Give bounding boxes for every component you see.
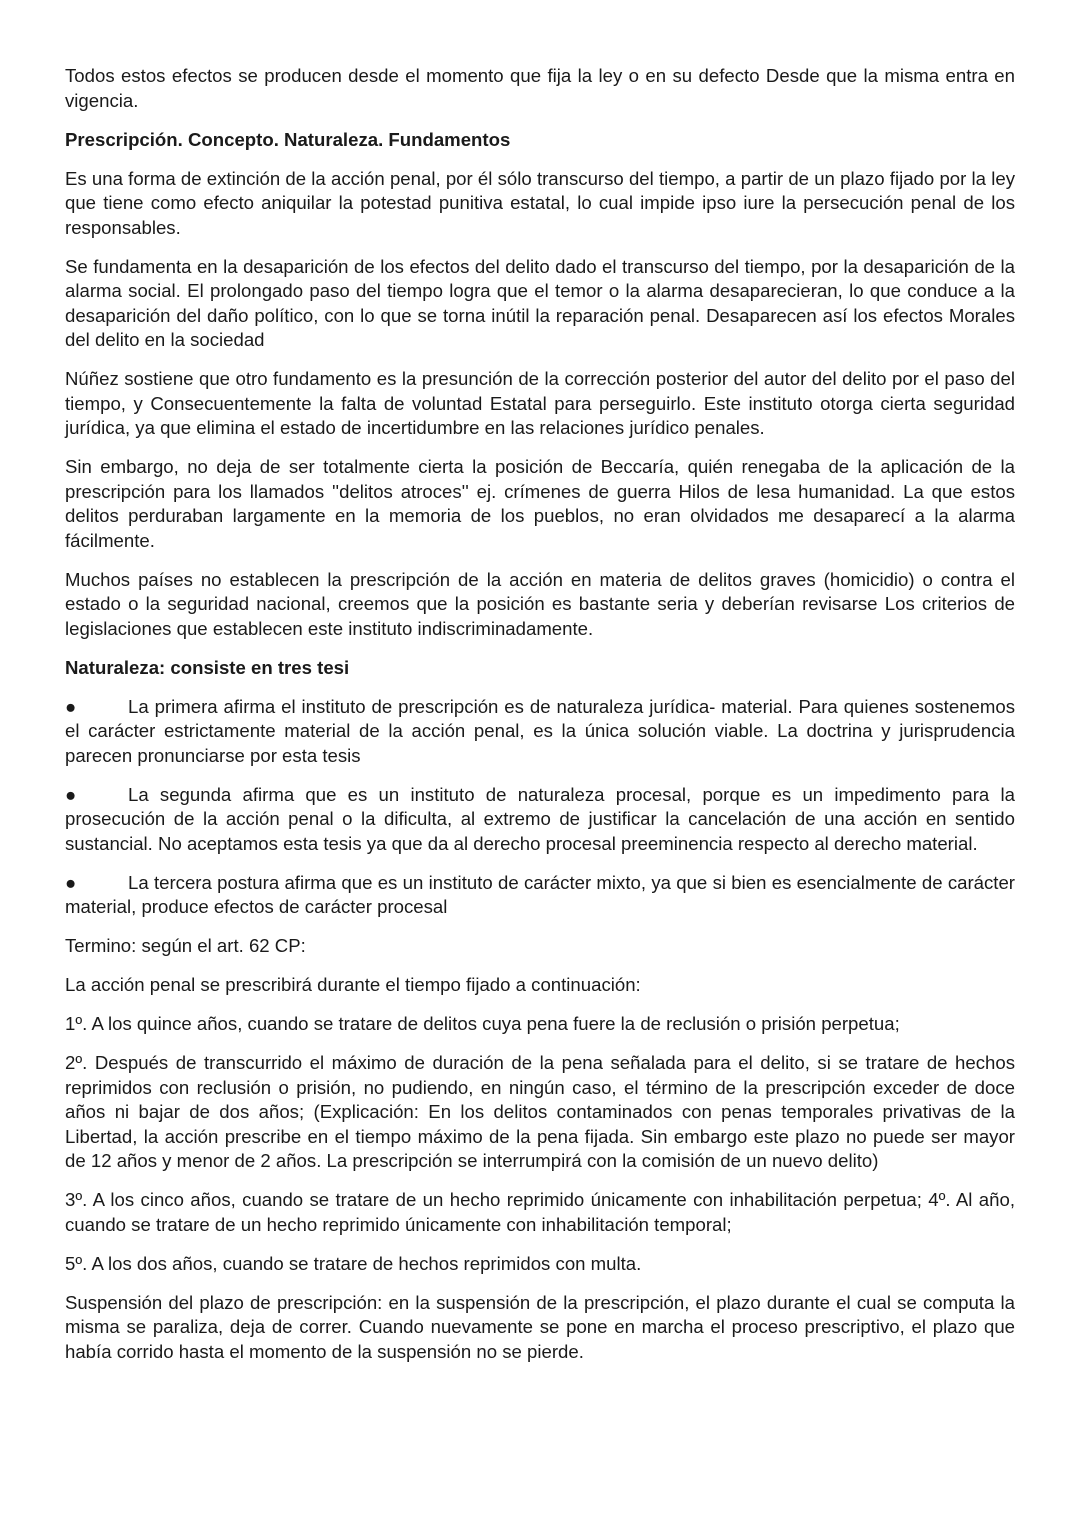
bullet-item-material xyxy=(65,695,1015,769)
paragraph-inciso-3-4: 3º. A los cinco años, cuando se tratare de un hecho reprimido únicamente con inhabilitación perpetua; 4º. Al año, cuando se tratare de un hecho reprimido únicamente con inhabilitación temporal; xyxy=(65,1189,1015,1235)
bullet-icon: ● xyxy=(65,783,77,805)
bullet-text: La segunda afirma que es un instituto de naturaleza procesal, porque es un impedimento para la prosecución de la acción penal o la dificulta, al extremo de justificar la cancelación de una acción en sentido sustancial. No aceptamos esta tesis ya que da al derecho procesal preeminencia respecto al derecho material. xyxy=(65,783,1015,854)
bullet-icon: ● xyxy=(65,871,77,893)
heading-prescripcion: Prescripción. Concepto. Naturaleza. Fundamentos xyxy=(65,128,511,150)
paragraph-efectos-vigencia: Todos estos efectos se producen desde el momento que fija la ley o en su defecto Desde que la misma entra en vigencia. xyxy=(65,65,1015,111)
paragraph-fundamento: Se fundamenta en la desaparición de los efectos del delito dado el transcurso del tiempo, por la desaparición de la alarma social. El prolongado paso del tiempo logra que el temor o la alarma desaparecieran, lo que conduce a la desaparición del daño político, con lo que se torna inútil la reparación penal. Desaparecen así los efectos Morales del delito en la sociedad xyxy=(65,255,1015,350)
paragraph-inciso-1: 1º. A los quince años, cuando se tratare de delitos cuya pena fuere la de reclusión o prisión perpetua; xyxy=(65,1013,900,1034)
bullet-item-procesal xyxy=(65,783,1015,857)
bullet-item-mixto xyxy=(65,871,1015,920)
paragraph-paises: Muchos países no establecen la prescripción de la acción en materia de delitos graves (homicidio) o contra el estado o la seguridad nacional, creemos que la posición es bastante seria y deberían revisarse Los criterios de legislaciones que establecen este instituto indiscriminadamente. xyxy=(65,568,1015,639)
paragraph-nunez: Núñez sostiene que otro fundamento es la presunción de la corrección posterior del autor del delito por el paso del tiempo, y Consecuentemente la falta de voluntad Estatal para perseguirlo. Este instituto otorga cierta seguridad jurídica, ya que elimina el estado de incertidumbre en las relaciones jurídico penales. xyxy=(65,368,1015,438)
paragraph-inciso-2: 2º. Después de transcurrido el máximo de duración de la pena señalada para el delito, si se tratare de hechos reprimidos con reclusión o prisión, no pudiendo, en ningún caso, el término de la prescripción exceder de doce años ni bajar de dos años; (Explicación: En los delitos contaminados con penas temporales privativas de la Libertad, la acción prescribe en el tiempo máximo de la pena fijada. Sin embargo este plazo no puede ser mayor de 12 años y menor de 2 años. La prescripción se interrumpirá con la comisión de un nuevo delito) xyxy=(65,1052,1015,1171)
bullet-text: La primera afirma el instituto de prescripción es de naturaleza jurídica- material. Para quienes sostenemos el carácter estrictamente material de la acción penal, es la única solución viable. La doctrina y jurisprudencia parecen pronunciarse por esta tesis xyxy=(65,695,1015,766)
bullet-icon: ● xyxy=(65,695,77,717)
paragraph-beccaria: Sin embargo, no deja de ser totalmente cierta la posición de Beccaría, quién renegaba de la aplicación de la prescripción para los llamados ''delitos atroces'' ej. crímenes de guerra Hilos de lesa humanidad. La que estos delitos perduraban largamente en la memoria de los pueblos, no eran olvidados me desaparecí a la alarma fácilmente. xyxy=(65,456,1015,551)
document-page xyxy=(65,64,1015,1379)
paragraph-concepto: Es una forma de extinción de la acción penal, por él sólo transcurso del tiempo, a partir de un plazo fijado por la ley que tiene como efecto aniquilar la potestad punitiva estatal, lo cual impide ipso iure la persecución penal de los responsables. xyxy=(65,167,1015,238)
paragraph-accion-penal: La acción penal se prescribirá durante el tiempo fijado a continuación: xyxy=(65,974,641,995)
paragraph-suspension: Suspensión del plazo de prescripción: en la suspensión de la prescripción, el plazo durante el cual se computa la misma se paraliza, deja de correr. Cuando nuevamente se pone en marcha el proceso prescriptivo, el plazo que había corrido hasta el momento de la suspensión no se pierde. xyxy=(65,1291,1015,1362)
paragraph-inciso-5: 5º. A los dos años, cuando se tratare de hechos reprimidos con multa. xyxy=(65,1252,642,1274)
bullet-text: La tercera postura afirma que es un instituto de carácter mixto, ya que si bien es esencialmente de carácter material, produce efectos de carácter procesal xyxy=(65,871,1015,917)
heading-naturaleza: Naturaleza: consiste en tres tesi xyxy=(65,656,350,678)
paragraph-termino: Termino: según el art. 62 CP: xyxy=(65,935,306,956)
